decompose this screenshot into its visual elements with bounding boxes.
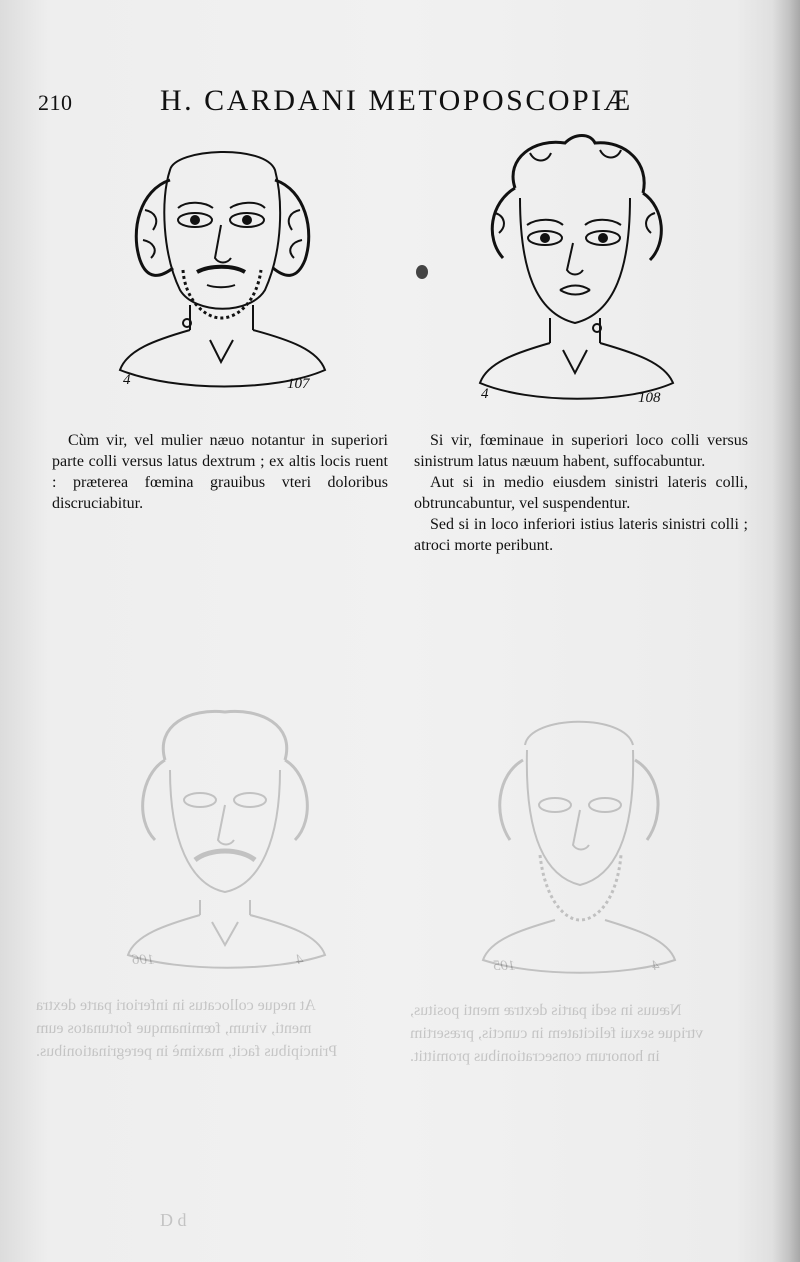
show-through-line: menti, virum, fœminamque fortunatos eum — [36, 1020, 312, 1037]
show-through-line: vtrique sexui felicitatem in cunctis, præsertim — [410, 1025, 704, 1042]
page-number: 210 — [38, 90, 73, 115]
show-through-figure-number: 106 — [132, 952, 155, 968]
plate-mark: 4 — [123, 372, 131, 388]
show-through-line: Principibus facit, maximè in peregrinationibus. — [36, 1043, 338, 1060]
show-through-line: in honorum consecrationibus promittit. — [410, 1048, 660, 1065]
caption-plate-107 — [52, 430, 388, 514]
caption-plate-108 — [414, 430, 748, 556]
show-through-mark: 4 — [652, 958, 660, 974]
ink-spot — [416, 265, 428, 279]
plate-mark: 4 — [481, 386, 489, 402]
show-through-line: At neque collocatus in inferiori parte dextra — [36, 997, 316, 1014]
mustached-man-portrait-figure — [120, 700, 330, 970]
signature-mark: D d — [160, 1210, 187, 1230]
caption-paragraph: Si vir, fœminaue in superiori loco colli versus sinistrum latus næuum habent, suffocabuntur. — [414, 432, 748, 470]
caption-paragraph: Aut si in medio eiusdem sinistri lateris colli, obtruncabuntur, vel suspendentur. — [414, 474, 748, 512]
show-through-portrait-right — [475, 705, 680, 975]
caption-paragraph: Cùm vir, vel mulier næuo notantur in superiori parte colli versus latus dextrum ; ex altis locis ruent : præterea fœmina grauibus vteri doloribus discruciabitur. — [52, 432, 388, 512]
bald-man-portrait-figure — [115, 140, 330, 400]
show-through-portrait-left — [120, 700, 330, 970]
figure-number: 108 — [638, 390, 661, 406]
show-through-line: Næuus in sedi partis dextræ menti positus, — [410, 1002, 682, 1019]
running-head: H. CARDANI METOPOSCOPIÆ — [160, 84, 633, 117]
plate-108-illustration — [475, 128, 675, 408]
page-edge-shadow — [772, 0, 800, 1262]
bearded-man-portrait-figure — [475, 705, 680, 975]
plate-107-illustration — [115, 140, 330, 400]
young-face-portrait-figure — [475, 128, 675, 408]
figure-number: 107 — [287, 376, 310, 392]
caption-paragraph: Sed si in loco inferiori istius lateris sinistri colli ; atroci morte peribunt. — [414, 516, 748, 554]
show-through-mark: 4 — [296, 952, 304, 968]
show-through-figure-number: 105 — [493, 958, 516, 974]
